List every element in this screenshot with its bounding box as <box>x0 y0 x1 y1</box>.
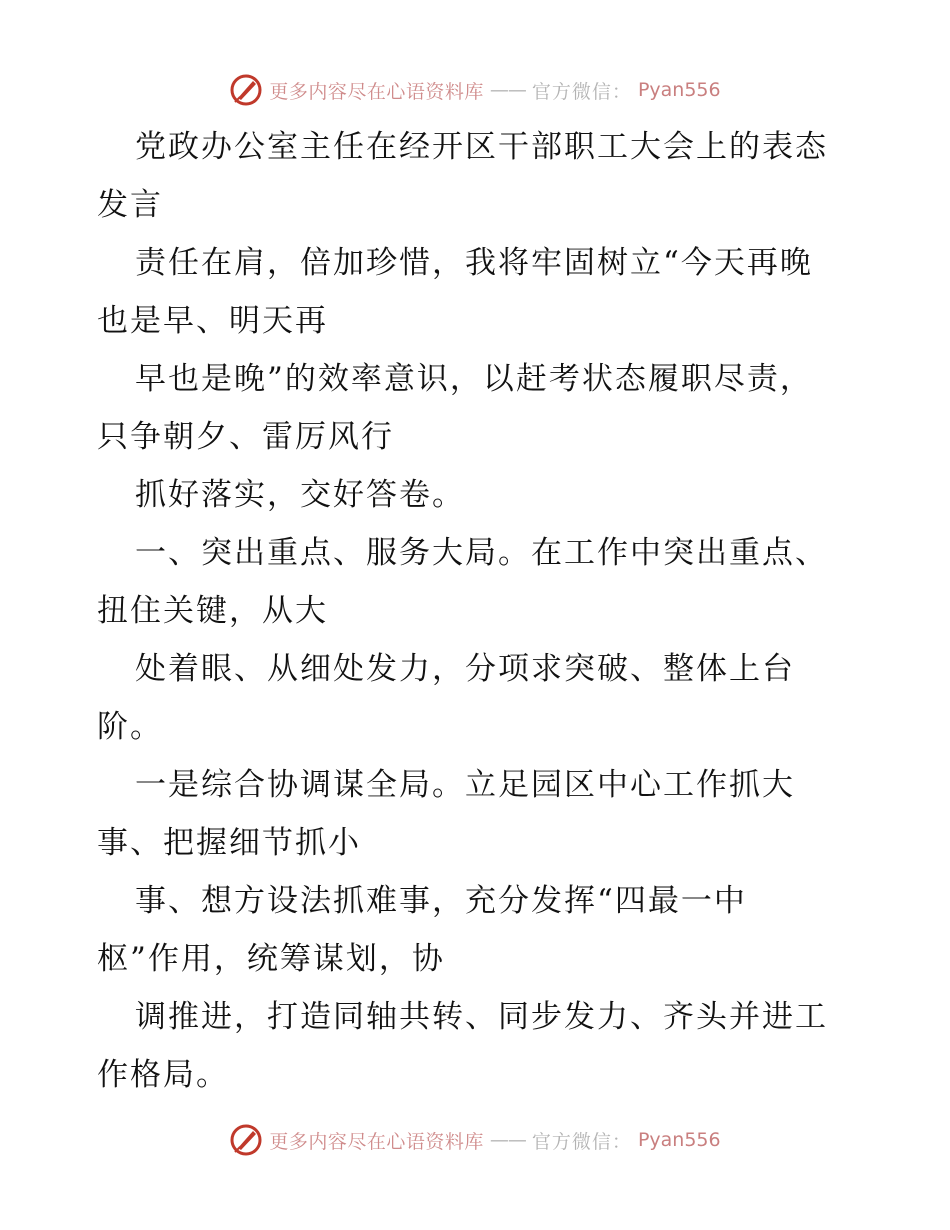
document-line: 阶。 <box>97 709 163 745</box>
document-line: 抓好落实，交好答卷。 <box>135 477 465 513</box>
header-banner-brand: 更多内容尽在心语资料库 <box>269 80 484 103</box>
document-body <box>97 118 857 1104</box>
footer-banner-wechat-id: Pyan556 <box>637 1129 721 1151</box>
document-line: 党政办公室主任在经开区干部职工大会上的表态 <box>135 129 828 165</box>
document-line: 一是综合协调谋全局。立足园区中心工作抓大 <box>135 767 795 803</box>
footer-banner-brand: 更多内容尽在心语资料库 <box>269 1130 484 1153</box>
header-banner-label: 官方微信： <box>531 80 632 103</box>
document-line: 枢”作用，统筹谋划，协 <box>97 941 445 977</box>
document-line: 责任在肩，倍加珍惜，我将牢固树立“今天再晚 <box>135 245 813 281</box>
quill-seal-icon <box>229 73 263 107</box>
footer-banner-separator: —— <box>489 1129 526 1151</box>
header-banner-separator: —— <box>489 79 526 101</box>
document-line: 只争朝夕、雷厉风行 <box>97 419 394 455</box>
quill-seal-icon <box>229 1123 263 1157</box>
document-line: 作格局。 <box>97 1057 229 1093</box>
document-line: 早也是晚”的效率意识，以赶考状态履职尽责， <box>135 361 813 397</box>
document-line: 也是早、明天再 <box>97 303 328 339</box>
document-line: 一、突出重点、服务大局。在工作中突出重点、 <box>135 535 828 571</box>
document-line: 事、把握细节抓小 <box>97 825 361 861</box>
document-line: 扭住关键，从大 <box>97 593 328 629</box>
header-banner <box>0 70 950 110</box>
header-banner-wechat-id: Pyan556 <box>637 79 721 101</box>
document-line: 处着眼、从细处发力，分项求突破、整体上台 <box>135 651 795 687</box>
document-line: 调推进，打造同轴共转、同步发力、齐头并进工 <box>135 999 828 1035</box>
footer-banner <box>0 1120 950 1160</box>
document-line: 事、想方设法抓难事，充分发挥“四最一中 <box>135 883 747 919</box>
document-line: 发言 <box>97 187 163 223</box>
footer-banner-label: 官方微信： <box>531 1130 632 1153</box>
